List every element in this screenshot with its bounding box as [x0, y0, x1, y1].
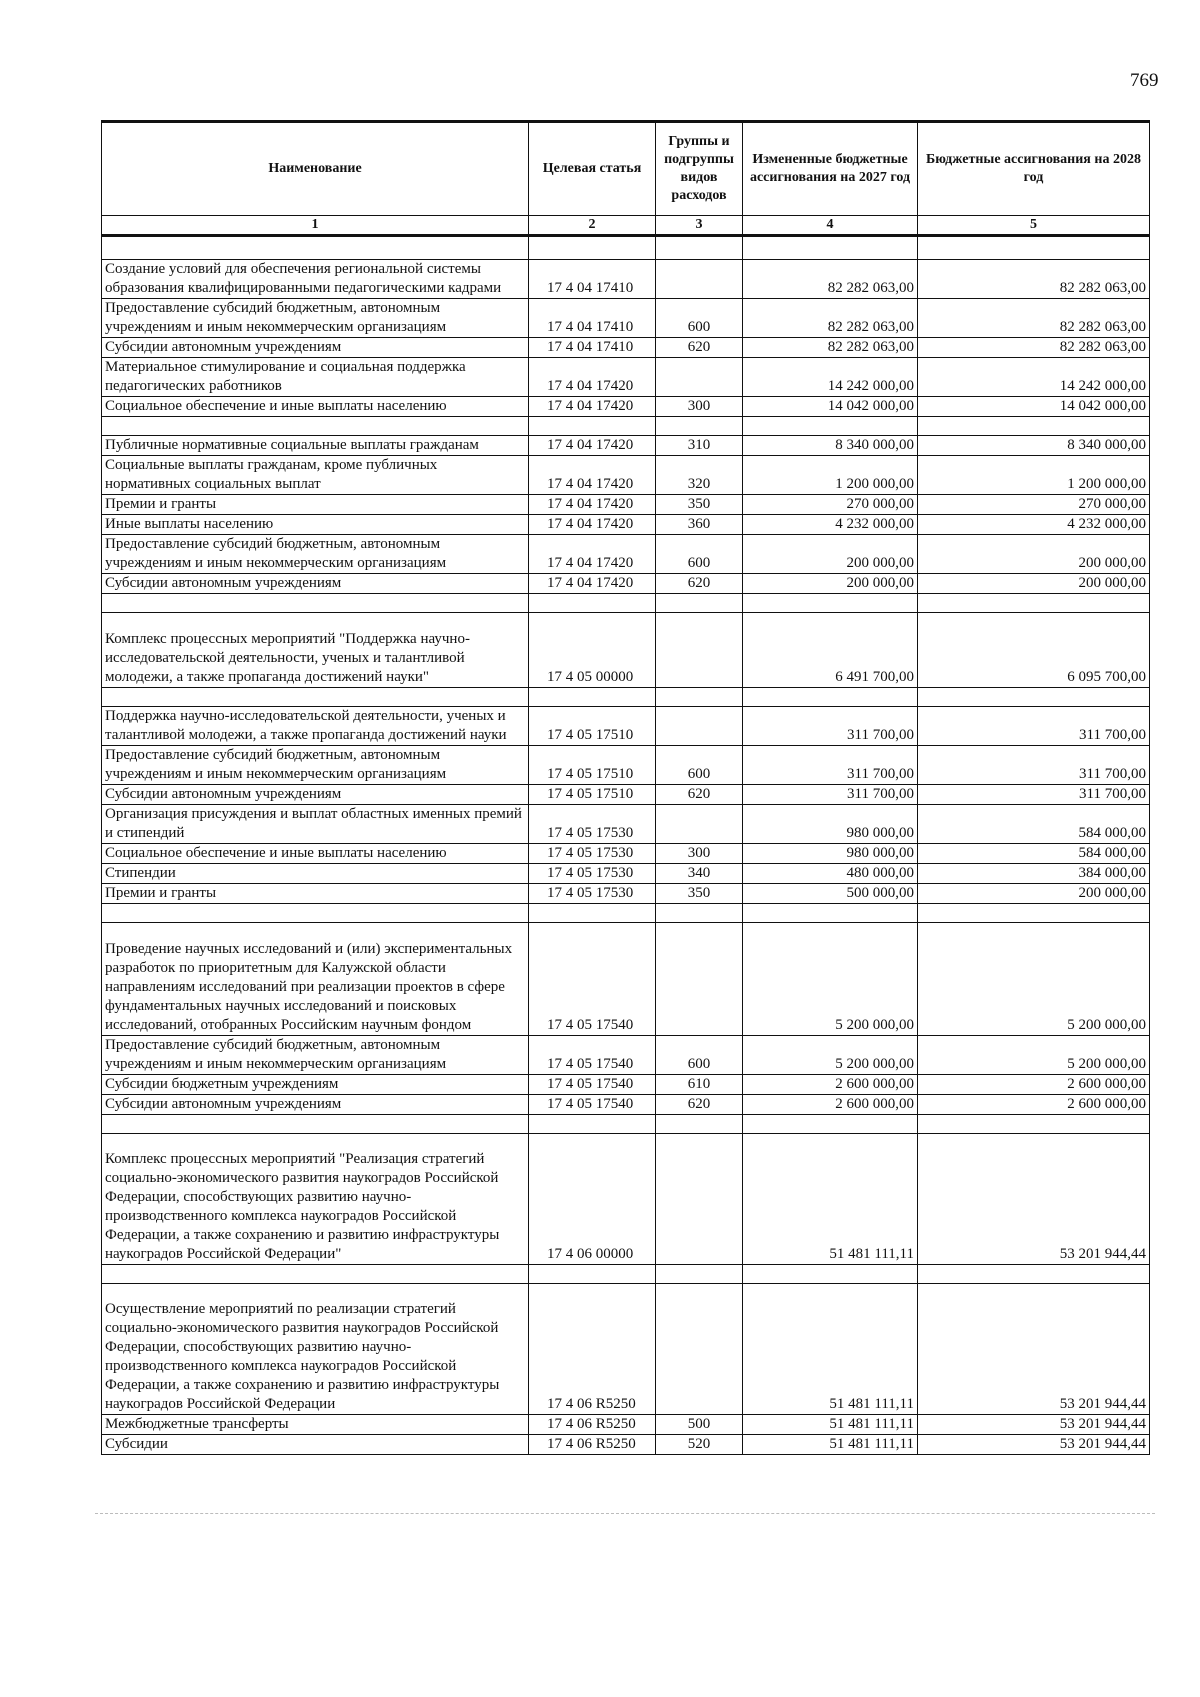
row-amount-2027: 82 282 063,00 — [743, 260, 918, 299]
table-row — [102, 299, 1150, 338]
row-name: Материальное стимулирование и социальная поддержка педагогических работников — [102, 358, 529, 397]
row-amount-2028: 82 282 063,00 — [918, 338, 1150, 358]
row-amount-2027: 200 000,00 — [743, 535, 918, 574]
table-row — [102, 436, 1150, 456]
spacer-cell — [102, 688, 529, 707]
row-amount-2028: 82 282 063,00 — [918, 260, 1150, 299]
table-row — [102, 805, 1150, 844]
row-target-article: 17 4 05 17540 — [529, 1036, 656, 1075]
row-name: Субсидии автономным учреждениям — [102, 785, 529, 805]
spacer-cell — [918, 688, 1150, 707]
spacer-cell — [102, 236, 529, 260]
row-amount-2027: 6 491 700,00 — [743, 613, 918, 688]
spacer-cell — [918, 1265, 1150, 1284]
table-row — [102, 613, 1150, 688]
table-row — [102, 923, 1150, 1036]
row-name: Субсидии автономным учреждениям — [102, 574, 529, 594]
row-name: Иные выплаты населению — [102, 515, 529, 535]
row-spacer — [102, 1265, 1150, 1284]
row-amount-2028: 82 282 063,00 — [918, 299, 1150, 338]
row-expense-group — [656, 1284, 743, 1415]
row-name: Организация присуждения и выплат областных именных премий и стипендий — [102, 805, 529, 844]
row-target-article: 17 4 04 17420 — [529, 535, 656, 574]
row-expense-group: 520 — [656, 1435, 743, 1455]
row-amount-2027: 311 700,00 — [743, 746, 918, 785]
page-bottom-divider — [95, 1513, 1155, 1514]
row-amount-2027: 200 000,00 — [743, 574, 918, 594]
row-target-article: 17 4 04 17420 — [529, 456, 656, 495]
row-amount-2027: 51 481 111,11 — [743, 1134, 918, 1265]
row-expense-group: 620 — [656, 574, 743, 594]
column-number: 1 — [102, 216, 529, 236]
table-row — [102, 844, 1150, 864]
table-row — [102, 495, 1150, 515]
row-spacer — [102, 594, 1150, 613]
spacer-cell — [529, 904, 656, 923]
spacer-cell — [102, 1115, 529, 1134]
row-spacer — [102, 688, 1150, 707]
row-name: Социальное обеспечение и иные выплаты населению — [102, 397, 529, 417]
row-expense-group: 620 — [656, 785, 743, 805]
spacer-cell — [918, 594, 1150, 613]
row-expense-group — [656, 707, 743, 746]
row-amount-2027: 980 000,00 — [743, 844, 918, 864]
row-expense-group: 610 — [656, 1075, 743, 1095]
spacer-cell — [743, 688, 918, 707]
row-expense-group: 310 — [656, 436, 743, 456]
row-name: Премии и гранты — [102, 884, 529, 904]
row-amount-2028: 2 600 000,00 — [918, 1095, 1150, 1115]
row-amount-2028: 6 095 700,00 — [918, 613, 1150, 688]
row-name: Межбюджетные трансферты — [102, 1415, 529, 1435]
spacer-cell — [918, 1115, 1150, 1134]
row-amount-2028: 200 000,00 — [918, 535, 1150, 574]
row-target-article: 17 4 05 17530 — [529, 844, 656, 864]
row-expense-group — [656, 923, 743, 1036]
row-target-article: 17 4 04 17420 — [529, 397, 656, 417]
row-spacer — [102, 904, 1150, 923]
row-amount-2028: 53 201 944,44 — [918, 1134, 1150, 1265]
row-target-article: 17 4 04 17420 — [529, 515, 656, 535]
spacer-cell — [656, 688, 743, 707]
row-spacer — [102, 236, 1150, 260]
row-expense-group: 600 — [656, 1036, 743, 1075]
row-amount-2028: 584 000,00 — [918, 844, 1150, 864]
spacer-cell — [743, 904, 918, 923]
spacer-cell — [743, 417, 918, 436]
row-amount-2028: 311 700,00 — [918, 746, 1150, 785]
spacer-cell — [529, 417, 656, 436]
row-name: Проведение научных исследований и (или) экспериментальных разработок по приоритетным для Калужской области направлениям исследований при реализации проектов в сфере фундаментальных научных исследований и поисковых исследований, отобранных Российским научным фондом — [102, 923, 529, 1036]
row-amount-2028: 384 000,00 — [918, 864, 1150, 884]
spacer-cell — [918, 236, 1150, 260]
row-name: Предоставление субсидий бюджетным, автономным учреждениям и иным некоммерческим организациям — [102, 299, 529, 338]
row-amount-2027: 8 340 000,00 — [743, 436, 918, 456]
spacer-cell — [743, 236, 918, 260]
spacer-cell — [656, 236, 743, 260]
row-target-article: 17 4 04 17410 — [529, 338, 656, 358]
row-amount-2028: 14 042 000,00 — [918, 397, 1150, 417]
row-amount-2027: 480 000,00 — [743, 864, 918, 884]
row-target-article: 17 4 06 R5250 — [529, 1415, 656, 1435]
row-amount-2028: 14 242 000,00 — [918, 358, 1150, 397]
row-amount-2027: 5 200 000,00 — [743, 1036, 918, 1075]
spacer-cell — [102, 1265, 529, 1284]
row-name: Субсидии — [102, 1435, 529, 1455]
spacer-cell — [529, 1265, 656, 1284]
row-target-article: 17 4 05 17530 — [529, 864, 656, 884]
header-expense-groups: Группы и подгруппы видов расходов — [656, 122, 743, 216]
spacer-cell — [656, 594, 743, 613]
spacer-cell — [656, 417, 743, 436]
table-body — [102, 236, 1150, 1455]
table-row — [102, 338, 1150, 358]
row-name: Комплекс процессных мероприятий "Реализация стратегий социально-экономического развития наукоградов Российской Федерации, способствующих развитию научно-производственного комплекса наукоградов Российской Федерации, а также сохранению и развитию инфраструктуры наукоградов Российской Федерации" — [102, 1134, 529, 1265]
row-expense-group: 600 — [656, 746, 743, 785]
table-row — [102, 574, 1150, 594]
row-amount-2028: 311 700,00 — [918, 707, 1150, 746]
row-name: Предоставление субсидий бюджетным, автономным учреждениям и иным некоммерческим организациям — [102, 535, 529, 574]
row-name: Социальное обеспечение и иные выплаты населению — [102, 844, 529, 864]
spacer-cell — [656, 904, 743, 923]
spacer-cell — [529, 236, 656, 260]
row-amount-2027: 2 600 000,00 — [743, 1095, 918, 1115]
row-amount-2027: 4 232 000,00 — [743, 515, 918, 535]
spacer-cell — [743, 1265, 918, 1284]
row-expense-group: 300 — [656, 397, 743, 417]
budget-table — [101, 120, 1150, 1455]
table-row — [102, 1075, 1150, 1095]
row-name: Субсидии бюджетным учреждениям — [102, 1075, 529, 1095]
row-target-article: 17 4 04 17420 — [529, 495, 656, 515]
table-row — [102, 515, 1150, 535]
row-spacer — [102, 417, 1150, 436]
row-amount-2027: 14 242 000,00 — [743, 358, 918, 397]
row-target-article: 17 4 06 R5250 — [529, 1284, 656, 1415]
row-target-article: 17 4 05 17530 — [529, 805, 656, 844]
row-expense-group — [656, 358, 743, 397]
table-row — [102, 707, 1150, 746]
header-amount-2028: Бюджетные ассигнования на 2028 год — [918, 122, 1150, 216]
row-amount-2027: 82 282 063,00 — [743, 338, 918, 358]
row-amount-2028: 53 201 944,44 — [918, 1284, 1150, 1415]
column-number: 5 — [918, 216, 1150, 236]
row-amount-2027: 51 481 111,11 — [743, 1284, 918, 1415]
table-row — [102, 1036, 1150, 1075]
table-row — [102, 1415, 1150, 1435]
table-row — [102, 785, 1150, 805]
row-amount-2027: 500 000,00 — [743, 884, 918, 904]
row-expense-group: 350 — [656, 495, 743, 515]
spacer-cell — [656, 1115, 743, 1134]
row-target-article: 17 4 04 17410 — [529, 299, 656, 338]
row-amount-2027: 14 042 000,00 — [743, 397, 918, 417]
table-row — [102, 535, 1150, 574]
column-number: 3 — [656, 216, 743, 236]
table-row — [102, 260, 1150, 299]
row-amount-2028: 4 232 000,00 — [918, 515, 1150, 535]
row-name: Публичные нормативные социальные выплаты гражданам — [102, 436, 529, 456]
row-expense-group: 340 — [656, 864, 743, 884]
row-amount-2028: 200 000,00 — [918, 884, 1150, 904]
table-row — [102, 456, 1150, 495]
row-name: Субсидии автономным учреждениям — [102, 338, 529, 358]
table-row — [102, 1134, 1150, 1265]
header-target-article: Целевая статья — [529, 122, 656, 216]
row-target-article: 17 4 05 00000 — [529, 613, 656, 688]
table-row — [102, 864, 1150, 884]
row-amount-2027: 311 700,00 — [743, 707, 918, 746]
row-name: Создание условий для обеспечения региональной системы образования квалифицированными педагогическими кадрами — [102, 260, 529, 299]
spacer-cell — [918, 417, 1150, 436]
row-expense-group: 620 — [656, 1095, 743, 1115]
row-amount-2028: 5 200 000,00 — [918, 1036, 1150, 1075]
row-amount-2028: 53 201 944,44 — [918, 1415, 1150, 1435]
row-name: Поддержка научно-исследовательской деятельности, ученых и талантливой молодежи, а также пропаганда достижений науки — [102, 707, 529, 746]
row-amount-2027: 270 000,00 — [743, 495, 918, 515]
row-expense-group: 620 — [656, 338, 743, 358]
row-target-article: 17 4 05 17530 — [529, 884, 656, 904]
table-row — [102, 358, 1150, 397]
table-row — [102, 1284, 1150, 1415]
row-name: Осуществление мероприятий по реализации стратегий социально-экономического развития наукоградов Российской Федерации, способствующих развитию научно-производственного комплекса наукоградов Российской Федерации, а также сохранению и развитию инфраструктуры наукоградов Российской Федерации — [102, 1284, 529, 1415]
row-amount-2028: 8 340 000,00 — [918, 436, 1150, 456]
row-name: Комплекс процессных мероприятий "Поддержка научно-исследовательской деятельности, ученых и талантливой молодежи, а также пропаганда достижений науки" — [102, 613, 529, 688]
row-target-article: 17 4 04 17420 — [529, 436, 656, 456]
row-amount-2028: 5 200 000,00 — [918, 923, 1150, 1036]
row-name: Предоставление субсидий бюджетным, автономным учреждениям и иным некоммерческим организациям — [102, 746, 529, 785]
row-expense-group: 320 — [656, 456, 743, 495]
row-amount-2027: 311 700,00 — [743, 785, 918, 805]
row-amount-2028: 584 000,00 — [918, 805, 1150, 844]
row-expense-group: 600 — [656, 535, 743, 574]
row-target-article: 17 4 06 R5250 — [529, 1435, 656, 1455]
row-target-article: 17 4 05 17510 — [529, 785, 656, 805]
header-name: Наименование — [102, 122, 529, 216]
row-spacer — [102, 1115, 1150, 1134]
row-expense-group: 600 — [656, 299, 743, 338]
row-amount-2028: 311 700,00 — [918, 785, 1150, 805]
row-target-article: 17 4 05 17510 — [529, 746, 656, 785]
row-amount-2028: 200 000,00 — [918, 574, 1150, 594]
spacer-cell — [102, 904, 529, 923]
row-target-article: 17 4 04 17420 — [529, 358, 656, 397]
row-amount-2027: 51 481 111,11 — [743, 1415, 918, 1435]
row-name: Субсидии автономным учреждениям — [102, 1095, 529, 1115]
row-amount-2028: 2 600 000,00 — [918, 1075, 1150, 1095]
table-row — [102, 746, 1150, 785]
table-row — [102, 1095, 1150, 1115]
row-amount-2027: 980 000,00 — [743, 805, 918, 844]
row-target-article: 17 4 05 17510 — [529, 707, 656, 746]
row-amount-2028: 53 201 944,44 — [918, 1435, 1150, 1455]
spacer-cell — [102, 594, 529, 613]
row-target-article: 17 4 05 17540 — [529, 1095, 656, 1115]
page-number: 769 — [1130, 70, 1159, 91]
row-expense-group: 500 — [656, 1415, 743, 1435]
spacer-cell — [743, 594, 918, 613]
spacer-cell — [743, 1115, 918, 1134]
column-number: 2 — [529, 216, 656, 236]
row-name: Премии и гранты — [102, 495, 529, 515]
table-row — [102, 1435, 1150, 1455]
row-expense-group — [656, 1134, 743, 1265]
row-target-article: 17 4 04 17410 — [529, 260, 656, 299]
spacer-cell — [918, 904, 1150, 923]
spacer-cell — [529, 594, 656, 613]
row-target-article: 17 4 05 17540 — [529, 1075, 656, 1095]
column-number: 4 — [743, 216, 918, 236]
row-amount-2028: 1 200 000,00 — [918, 456, 1150, 495]
row-name: Социальные выплаты гражданам, кроме публичных нормативных социальных выплат — [102, 456, 529, 495]
row-expense-group — [656, 805, 743, 844]
spacer-cell — [656, 1265, 743, 1284]
table-row — [102, 397, 1150, 417]
row-amount-2027: 82 282 063,00 — [743, 299, 918, 338]
row-name: Предоставление субсидий бюджетным, автономным учреждениям и иным некоммерческим организациям — [102, 1036, 529, 1075]
row-amount-2027: 5 200 000,00 — [743, 923, 918, 1036]
row-amount-2027: 51 481 111,11 — [743, 1435, 918, 1455]
spacer-cell — [529, 688, 656, 707]
row-expense-group: 360 — [656, 515, 743, 535]
row-target-article: 17 4 04 17420 — [529, 574, 656, 594]
row-amount-2027: 1 200 000,00 — [743, 456, 918, 495]
row-target-article: 17 4 05 17540 — [529, 923, 656, 1036]
row-name: Стипендии — [102, 864, 529, 884]
row-target-article: 17 4 06 00000 — [529, 1134, 656, 1265]
spacer-cell — [102, 417, 529, 436]
header-amount-2027: Измененные бюджетные ассигнования на 2027 год — [743, 122, 918, 216]
row-expense-group — [656, 613, 743, 688]
row-expense-group — [656, 260, 743, 299]
row-expense-group: 350 — [656, 884, 743, 904]
row-expense-group: 300 — [656, 844, 743, 864]
row-amount-2027: 2 600 000,00 — [743, 1075, 918, 1095]
table-row — [102, 884, 1150, 904]
row-amount-2028: 270 000,00 — [918, 495, 1150, 515]
spacer-cell — [529, 1115, 656, 1134]
